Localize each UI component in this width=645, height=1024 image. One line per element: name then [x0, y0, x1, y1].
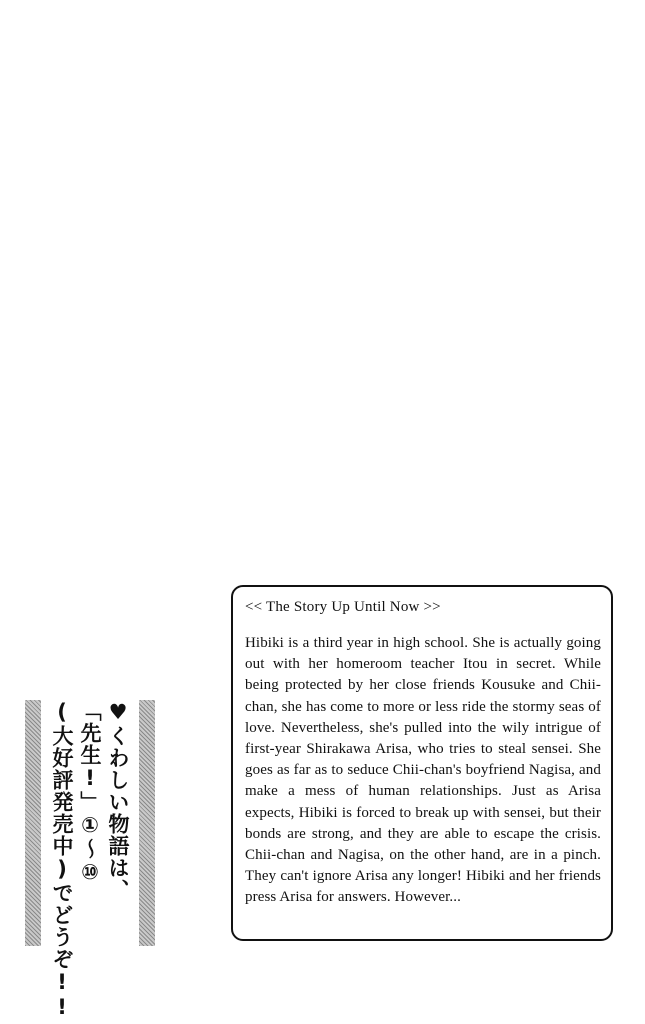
story-body: Hibiki is a third year in high school. She is actually going out with her homeroom teacher Itou in secret. While being protected by her close friends Kousuke and Chii-chan, she has come to more or less ride the stormy seas of love. Nevertheless, she's pulled into the wily intrigue of first-year Shirakawa Arisa, who tries to steal sensei. She goes as far as to seduce Chii-chan's boyfriend Nagisa, and make a mess of human relationships. Just as Arisa expects, Hibiki is forced to break up with sensei, but their bonds are strong, and they are able to escape the crisis. Chii-chan and Nagisa, on the other hand, are in a pinch. They can't ignore Arisa any longer! Hibiki and her friends press Arisa for answers. However...: [245, 635, 601, 906]
story-summary-box: [231, 585, 613, 941]
jp-note-line-2: 「先生!」①〜⑩: [78, 700, 102, 885]
japanese-note: [17, 700, 155, 1020]
screentone-right: [139, 700, 155, 946]
jp-note-line-1-text: くわしい物語は、: [106, 725, 130, 901]
jp-note-line-1: [105, 700, 131, 901]
heart-icon: ♥: [106, 700, 130, 725]
jp-note-line-3: (大好評発売中)でどうぞ!!: [50, 700, 74, 1020]
screentone-left: [25, 700, 41, 946]
story-title: << The Story Up Until Now >>: [245, 599, 441, 615]
